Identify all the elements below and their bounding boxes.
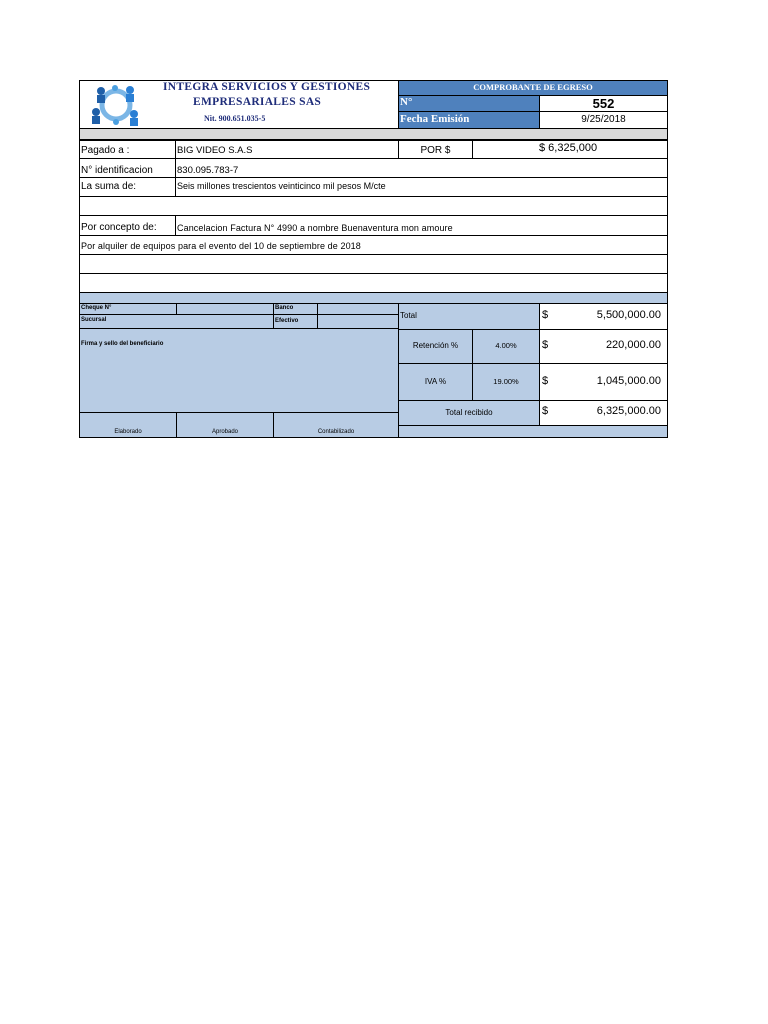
empty-row-2 <box>79 254 668 274</box>
banco-label: Banco <box>275 305 294 311</box>
recibido-currency: $ <box>542 405 549 417</box>
paid-to-label: Pagado a : <box>81 145 130 156</box>
iva-pct: 19.00% <box>493 377 519 386</box>
iva-label: IVA % <box>424 377 447 386</box>
sum-value: Seis millones trescientos veinticinco mil pesos M/cte <box>177 181 386 191</box>
total-label: Total <box>400 311 417 320</box>
paid-to-value: BIG VIDEO S.A.S <box>177 145 253 156</box>
totals-footer-cell <box>398 425 668 438</box>
contabilizado-label: Contabilizado <box>317 429 355 435</box>
concept-value: Cancelacion Factura N° 4990 a nombre Buenaventura mon amoure <box>177 223 453 233</box>
signature-label: Firma y sello del beneficiario <box>81 341 164 347</box>
recibido-label: Total recibido <box>445 408 493 417</box>
sum-label: La suma de: <box>81 181 137 192</box>
company-name-line2: EMPRESARIALES SAS <box>193 96 322 108</box>
total-value: 5,500,000.00 <box>596 309 661 321</box>
company-logo <box>88 82 144 128</box>
company-name-line1: INTEGRA SERVICIOS Y GESTIONES <box>163 81 371 93</box>
company-nit: Nit. 900.651.035-5 <box>204 114 266 123</box>
concept-line2: Por alquiler de equipos para el evento del 10 de septiembre de 2018 <box>81 241 361 251</box>
id-value: 830.095.783-7 <box>177 165 239 176</box>
voucher-date: 9/25/2018 <box>581 114 626 125</box>
recibido-value: 6,325,000.00 <box>596 405 661 417</box>
empty-row-1 <box>79 196 668 216</box>
retencion-currency: $ <box>542 339 549 351</box>
iva-value: 1,045,000.00 <box>596 375 661 387</box>
aprobado-label: Aprobado <box>211 429 239 435</box>
voucher-number: 552 <box>592 96 615 111</box>
cheque-label: Cheque N° <box>81 305 112 311</box>
retencion-label: Retención % <box>412 341 459 350</box>
voucher-number-label-cell <box>398 95 540 112</box>
retencion-value: 220,000.00 <box>605 339 661 351</box>
sucursal-label: Sucursal <box>81 317 107 323</box>
retencion-pct: 4.00% <box>495 341 517 350</box>
id-label: N° identificacion <box>81 165 153 176</box>
concept-label: Por concepto de: <box>81 222 157 233</box>
elaborado-label: Elaborado <box>114 429 142 435</box>
total-currency: $ <box>542 309 549 321</box>
empty-row-3 <box>79 273 668 293</box>
voucher-number-label: N° <box>400 96 413 108</box>
total-label-cell <box>398 303 540 330</box>
por-value: $ 6,325,000 <box>539 142 598 154</box>
efectivo-value-cell <box>317 314 399 329</box>
efectivo-label: Efectivo <box>275 318 299 324</box>
separator-row <box>79 128 668 140</box>
voucher-title: COMPROBANTE DE EGRESO <box>473 82 593 92</box>
por-label: POR $ <box>420 145 451 156</box>
id-value-cell <box>175 158 668 178</box>
voucher-date-label: Fecha Emisión <box>400 113 470 125</box>
iva-currency: $ <box>542 375 549 387</box>
sucursal-label-cell <box>79 314 274 329</box>
